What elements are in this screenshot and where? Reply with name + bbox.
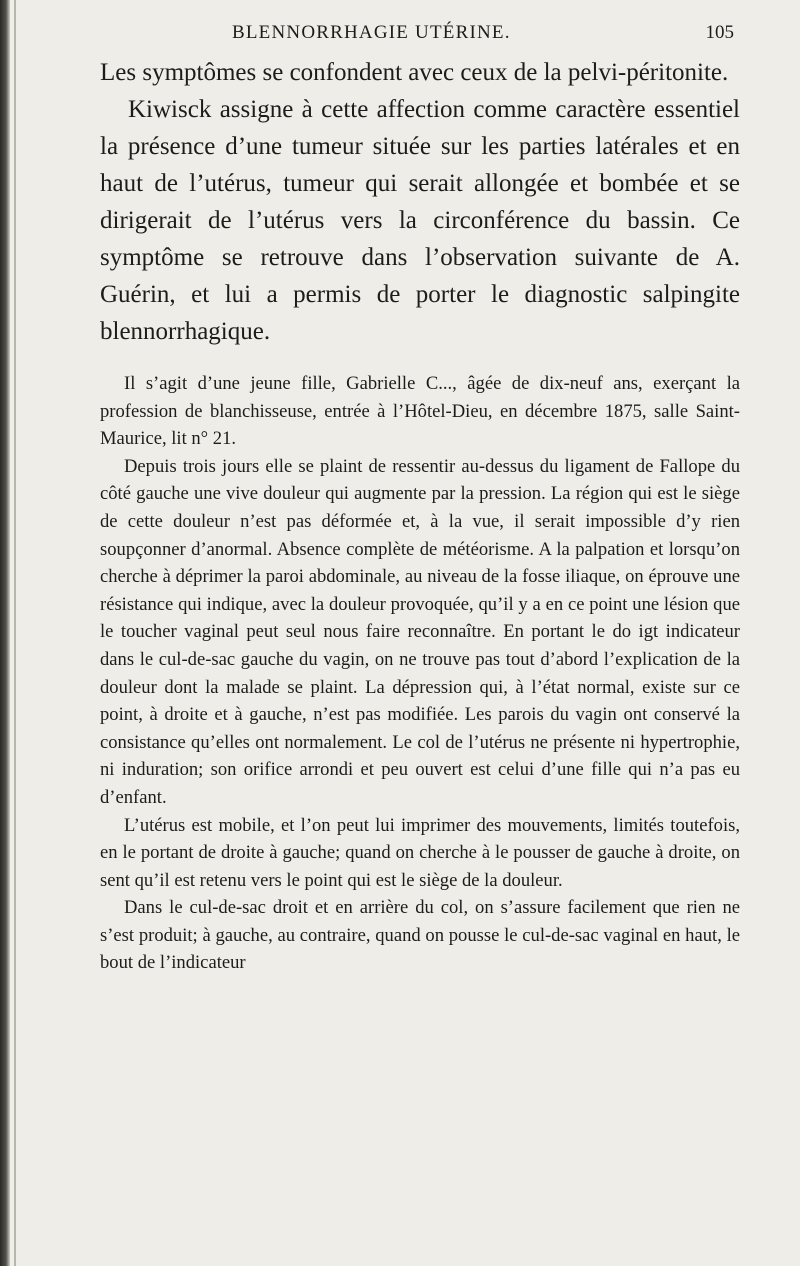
book-spine-shadow (0, 0, 10, 1266)
observation-block (100, 370, 740, 977)
main-paragraph: Les symptômes se confondent avec ceux de la pelvi-péritonite. (100, 59, 729, 86)
observation-paragraph: Dans le cul-de-sac droit et en arrière du col, on s’assure facilement que rien ne s’est produit; à gauche, au contraire, quand on pousse le cul-de-sac vaginal en haut, le bout de l’indicateur (100, 897, 740, 974)
observation-paragraph: Depuis trois jours elle se plaint de ressentir au-dessus du ligament de Fallope du côté gauche une vive douleur qui augmente par la pression. La région qui est le siège de cette douleur n’est pas déformée et, à la vue, il serait impossible d’y rien soupçonner d’anormal. Absence complète de météorisme. A la palpation et lorsqu’on cherche à déprimer la paroi abdominale, au niveau de la fosse iliaque, on éprouve une résistance qui indique, avec la douleur provoquée, qu’il y a en ce point une lésion que le toucher vaginal peut seul nous faire reconnaître. En portant le do igt indicateur dans le cul-de-sac gauche du vagin, on ne trouve pas tout d’abord l’explication de la douleur dont la malade se plaint. La dépression qui, à l’état normal, existe sur ce point, à droite et à gauche, n’est pas modifiée. Les parois du vagin ont conservé la consistance qu’elles ont normalement. Le col de l’utérus ne présente ni hypertrophie, ni induration; son orifice arrondi et peu ouvert est celui d’une fille qui n’a pas eu d’enfant. (100, 455, 740, 808)
page-number: 105 (705, 22, 734, 43)
gutter-line (14, 0, 16, 1266)
page-header (100, 22, 740, 54)
observation-paragraph: L’utérus est mobile, et l’on peut lui imprimer des mouvements, limités toutefois, en le portant de droite à gauche; quand on cherche à le pousser de gauche à droite, on sent qu’il est retenu vers le point qui est le siège de la douleur. (100, 814, 740, 891)
running-title: BLENNORRHAGIE UTÉRINE. (232, 22, 511, 43)
book-page (100, 22, 740, 977)
main-paragraph: Kiwisck assigne à cette affection comme caractère essentiel la présence d’une tumeur située sur les parties latérales et en haut de l’utérus, tumeur qui serait allongée et bombée et se dirigerait de l’utérus vers la circonférence du bassin. Ce symptôme se retrouve dans l’observation suivante de A. Guérin, et lui a permis de porter le diagnostic salpingite blennorrhagique. (100, 96, 740, 345)
main-text-block (100, 54, 740, 350)
observation-paragraph: Il s’agit d’une jeune fille, Gabrielle C..., âgée de dix-neuf ans, exerçant la profession de blanchisseuse, entrée à l’Hôtel-Dieu, en décembre 1875, salle Saint-Maurice, lit n° 21. (100, 373, 740, 450)
